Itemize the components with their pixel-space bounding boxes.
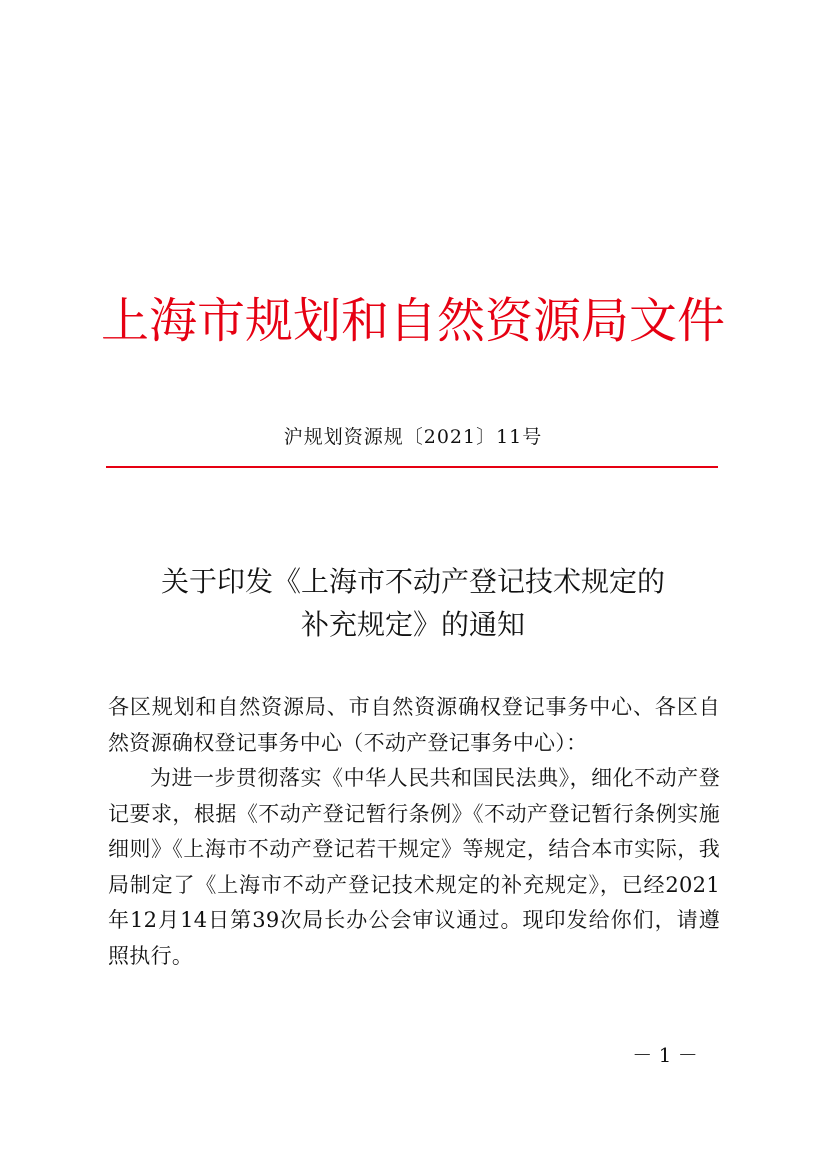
red-divider-line [106, 466, 718, 468]
addressee-paragraph: 各区规划和自然资源局、市自然资源确权登记事务中心、各区自然资源确权登记事务中心（不动产登记事务中心）： [108, 695, 720, 755]
document-body [108, 690, 720, 974]
body-paragraph: 为进一步贯彻落实《中华人民共和国民法典》，细化不动产登记要求，根据《不动产登记暂行条例》《不动产登记暂行条例实施细则》《上海市不动产登记若干规定》等规定，结合本市实际，我局制定了《上海市不动产登记技术规定的补充规定》，已经2021年12月14日第39次局长办公会审议通过。现印发给你们，请遵照执行。 [108, 766, 720, 968]
page-number: － 1 － [632, 1043, 698, 1067]
document-masthead: 上海市规划和自然资源局文件 [100, 293, 725, 349]
document-number: 沪规划资源规〔2021〕11号 [283, 426, 543, 448]
document-title [0, 560, 826, 646]
title-line-1: 关于印发《上海市不动产登记技术规定的 [160, 565, 665, 598]
title-line-2: 补充规定》的通知 [300, 608, 525, 641]
